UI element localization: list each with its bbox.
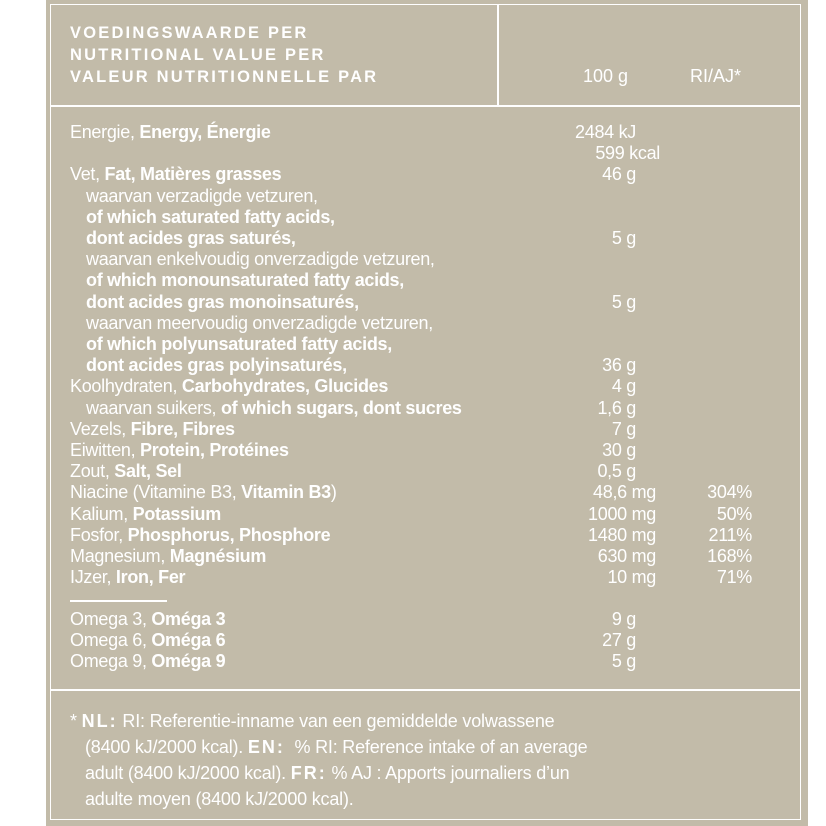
nutrient-ri-percent: 71% [716, 567, 752, 588]
header-title [70, 22, 378, 88]
footnote-fr-text: % AJ : Apports journaliers d’un [326, 763, 570, 783]
table-row [0, 313, 826, 334]
table-row [0, 292, 826, 313]
nutrient-label [86, 249, 435, 270]
table-row [0, 567, 826, 588]
nutrient-label-nl: Omega 9, [70, 651, 152, 672]
nutrient-label-en-fr: Vitamin B3 [241, 482, 331, 503]
footnote-nl-tag: NL: [81, 711, 118, 731]
nutrient-label-en-fr: Fibre, Fibres [130, 418, 235, 439]
nutrient-label-nl: Energie, [70, 122, 140, 142]
header-divider [50, 105, 801, 107]
header-title-fr: VALEUR NUTRITIONNELLE PAR [70, 68, 379, 86]
nutrient-ri-percent: 304% [707, 482, 752, 503]
table-row [0, 482, 826, 503]
nutrient-label-en-fr: of which sugars, dont sucres [220, 397, 462, 418]
nutrient-label [86, 228, 296, 249]
header-column-divider [497, 4, 499, 105]
table-row [0, 249, 826, 270]
table-row [0, 461, 826, 482]
omega-separator [70, 600, 167, 602]
header-title-nl: VOEDINGSWAARDE PER [70, 24, 309, 42]
nutrient-value: 46 g [602, 164, 636, 185]
nutrient-label [70, 440, 289, 461]
table-row [0, 355, 826, 376]
footnote-text: adult (8400 kJ/2000 kcal). [85, 763, 291, 783]
header-title-en: NUTRITIONAL VALUE PER [70, 46, 326, 64]
nutrient-label-nl: waarvan verzadigde vetzuren, [86, 185, 318, 206]
nutrient-label [86, 334, 392, 355]
nutrient-ri-percent: 211% [708, 524, 752, 545]
nutrient-value: 5 g [611, 651, 636, 672]
nutrient-label [70, 419, 235, 440]
table-row [0, 376, 826, 397]
nutrient-label-en-fr: dont acides gras saturés, [86, 228, 296, 248]
nutrient-label-nl: waarvan suikers, [86, 397, 221, 418]
nutrient-value: 5 g [611, 228, 636, 248]
nutrient-label-suffix: ) [330, 482, 337, 503]
nutrient-label-nl: Zout, [70, 461, 115, 482]
nutrient-value: 1000 mg [588, 503, 656, 524]
nutrient-label-en-fr: Oméga 3 [151, 609, 226, 629]
nutrient-label-nl: waarvan enkelvoudig onverzadigde vetzuren, [86, 249, 435, 270]
nutrient-value: 5 g [611, 291, 636, 312]
nutrient-ri-percent: 50% [716, 503, 752, 524]
nutrient-label-en-fr: of which polyunsaturated fatty acids, [86, 334, 392, 354]
nutrient-label-en-fr: Iron, Fer [115, 567, 186, 588]
nutrient-label-en-fr: dont acides gras polyinsaturés, [86, 355, 347, 376]
nutrient-value: 27 g [602, 630, 636, 651]
nutrient-label [86, 355, 347, 376]
nutrient-label [86, 313, 433, 334]
nutrient-ri-percent: 168% [707, 546, 752, 566]
nutrient-label-nl: Omega 6, [70, 630, 152, 651]
footnote [70, 708, 770, 812]
nutrient-value: 2484 kJ [575, 122, 636, 142]
nutrient-label [70, 482, 337, 503]
nutrient-label-nl: Omega 3, [70, 609, 152, 629]
nutrient-label-en-fr: Protein, Protéines [140, 440, 289, 460]
nutrient-label-nl: Kalium, [70, 503, 133, 524]
nutrient-label [70, 630, 225, 651]
nutrient-label-en-fr: Magnésium [169, 546, 267, 566]
nutrient-label-en-fr: Carbohydrates, Glucides [181, 376, 389, 397]
nutrient-label-en-fr: Fat, Matières grasses [104, 164, 282, 185]
nutrient-label-en-fr: Phosphorus, Phosphore [127, 524, 331, 545]
nutrient-label-en-fr: dont acides gras monoinsaturés, [86, 291, 359, 312]
column-header-amount: 100 g [583, 66, 629, 86]
nutrient-label-nl: waarvan meervoudig onverzadigde vetzuren, [86, 312, 433, 333]
nutrient-label-en-fr: Potassium [132, 503, 221, 524]
table-row [0, 270, 826, 291]
table-row [0, 207, 826, 228]
table-row [0, 398, 826, 419]
nutrient-label [70, 504, 221, 525]
table-row [0, 651, 826, 672]
nutrient-label-nl: Magnesium, [70, 546, 170, 566]
nutrient-label-nl: Niacine (Vitamine B3, [70, 482, 242, 503]
table-row [0, 143, 826, 164]
nutrient-label-en-fr: Oméga 9 [151, 651, 226, 672]
table-row [0, 122, 826, 143]
nutrient-label [86, 270, 404, 291]
nutrient-label [86, 207, 335, 228]
footnote-fr-tag: FR: [290, 763, 327, 783]
nutrient-label [70, 164, 281, 185]
table-row [0, 630, 826, 651]
nutrient-label-en-fr: Oméga 6 [151, 630, 226, 651]
nutrient-label-en-fr: of which saturated fatty acids, [86, 206, 335, 227]
table-row [0, 164, 826, 185]
table-row [0, 228, 826, 249]
footnote-star: * [70, 711, 82, 731]
table-row [0, 525, 826, 546]
nutrient-label-en-fr: Energy, Énergie [139, 122, 271, 142]
table-row [0, 609, 826, 630]
footnote-en-text: % RI: Reference intake of an average [284, 737, 588, 757]
footnote-divider [50, 689, 801, 691]
nutrient-value: 4 g [611, 376, 636, 397]
table-row [0, 419, 826, 440]
nutrient-value: 0,5 g [597, 461, 636, 482]
nutrient-label-nl: Vezels, [70, 418, 131, 439]
footnote-nl-text: RI: Referentie-inname van een gemiddelde volwassene [117, 711, 555, 731]
nutrient-label-nl: Eiwitten, [70, 440, 141, 460]
nutrient-value: 599 kcal [595, 143, 660, 164]
nutrient-label-nl: Fosfor, [70, 524, 128, 545]
nutrient-label [70, 376, 388, 397]
footnote-en-tag: EN: [247, 737, 285, 757]
footnote-text: (8400 kJ/2000 kcal). [85, 737, 248, 757]
column-header-ri: RI/AJ* [690, 66, 742, 86]
nutrient-value: 7 g [611, 418, 636, 439]
nutrient-value: 9 g [611, 609, 636, 629]
nutrient-value: 30 g [602, 440, 636, 460]
table-row [0, 440, 826, 461]
table-row [0, 504, 826, 525]
nutrient-label [86, 292, 359, 313]
nutrient-value: 1480 mg [588, 524, 656, 545]
nutrient-label-nl: Vet, [70, 164, 105, 185]
footnote-text: adulte moyen (8400 kJ/2000 kcal). [85, 789, 354, 809]
nutrient-label [70, 461, 182, 482]
nutrient-label [70, 525, 330, 546]
nutrient-label [86, 398, 462, 419]
nutrient-label-en-fr: Salt, Sel [114, 461, 182, 482]
nutrient-label-nl: Koolhydraten, [70, 376, 182, 397]
table-row [0, 334, 826, 355]
nutrient-label [86, 186, 318, 207]
nutrient-value: 630 mg [597, 546, 656, 566]
nutrient-label [70, 609, 225, 630]
nutrient-value: 48,6 mg [593, 482, 656, 503]
nutrient-label [70, 567, 185, 588]
nutrient-label-nl: IJzer, [70, 567, 116, 588]
nutrient-label-en-fr: of which monounsaturated fatty acids, [86, 270, 404, 291]
nutrient-value: 10 mg [607, 567, 656, 588]
table-row [0, 186, 826, 207]
nutrient-label [70, 546, 266, 567]
nutrient-label [70, 122, 271, 143]
nutrient-value: 36 g [602, 355, 636, 376]
nutrient-label [70, 651, 225, 672]
table-row [0, 546, 826, 567]
nutrient-value: 1,6 g [597, 397, 636, 418]
